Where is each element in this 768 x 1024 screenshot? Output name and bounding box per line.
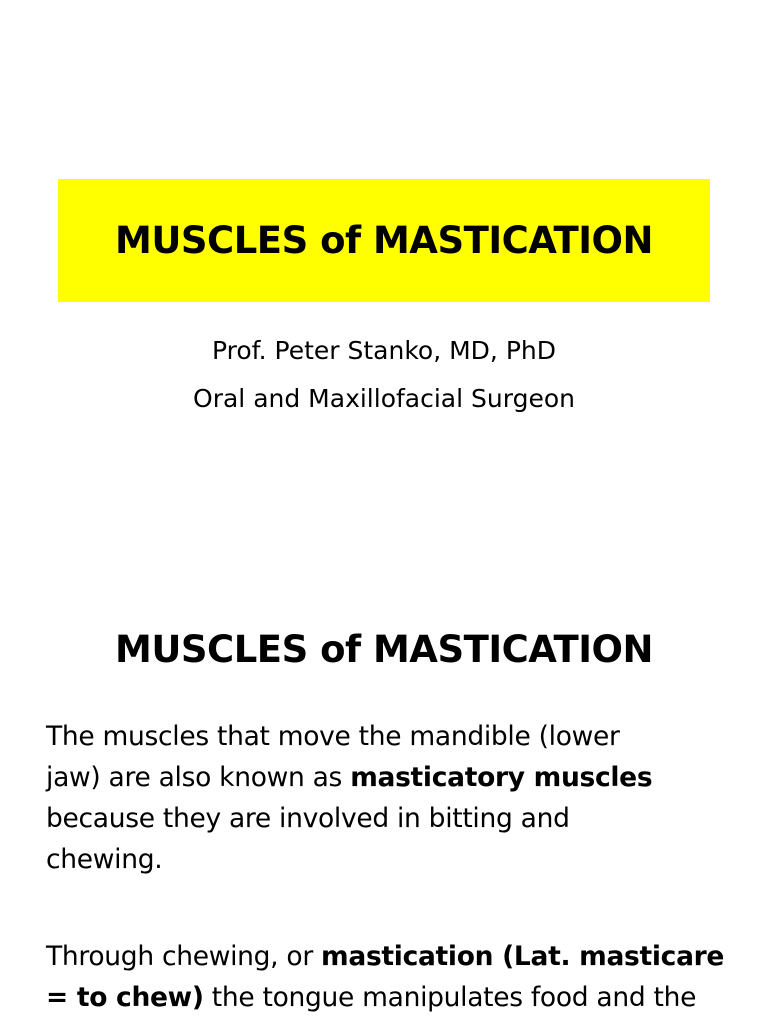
text-run: the tongue manipulates food and the: [203, 982, 697, 1013]
text-run: jaw) are also known as: [46, 762, 351, 793]
bold-term: = to chew): [46, 982, 204, 1013]
content-slide: [0, 560, 768, 1024]
author-role: Oral and Maxillofacial Surgeon: [193, 384, 575, 413]
content-heading: MUSCLES of MASTICATION: [115, 628, 653, 671]
bold-term: mastication (Lat. masticare: [321, 941, 725, 972]
text-line: [46, 936, 736, 977]
paragraph-intro: [46, 716, 736, 880]
slide-title: MUSCLES of MASTICATION: [115, 219, 653, 262]
text-line: chewing.: [46, 844, 163, 875]
text-line: [46, 977, 736, 1018]
paragraph-chewing: [46, 936, 736, 1018]
author-name: Prof. Peter Stanko, MD, PhD: [211, 336, 556, 365]
text-line: The muscles that move the mandible (lower: [46, 721, 620, 752]
bold-term: masticatory muscles: [350, 762, 653, 793]
text-run: Through chewing, or: [46, 941, 322, 972]
title-banner: [58, 179, 710, 302]
text-line: [46, 757, 736, 798]
text-line: because they are involved in bitting and: [46, 803, 570, 834]
